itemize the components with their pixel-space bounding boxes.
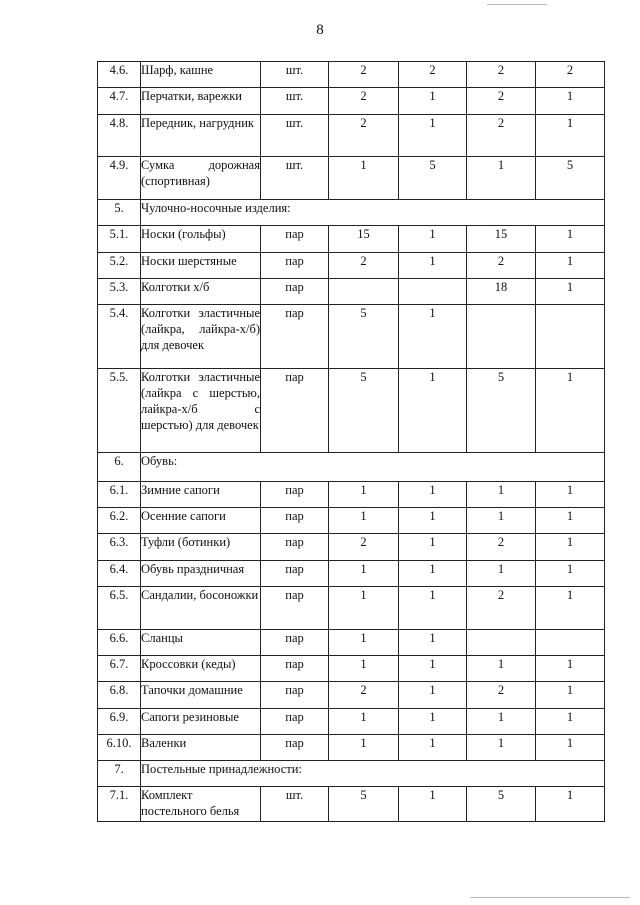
item-number-cell: 6. <box>98 453 141 482</box>
table-row <box>98 305 605 369</box>
item-name-cell: Тапочки домашние <box>141 682 261 709</box>
unit-cell: пар <box>261 630 329 656</box>
quantity-cell-3: 5 <box>467 369 536 453</box>
quantity-cell-4 <box>536 305 605 369</box>
item-name-cell: Сандалии, босоножки <box>141 587 261 630</box>
quantity-cell-3: 18 <box>467 279 536 305</box>
quantity-cell-1 <box>329 279 399 305</box>
quantity-cell-2: 1 <box>399 482 467 508</box>
item-number-cell: 6.10. <box>98 735 141 761</box>
quantity-cell-1: 1 <box>329 656 399 682</box>
quantity-cell-3: 1 <box>467 508 536 534</box>
quantity-cell-3: 1 <box>467 709 536 735</box>
unit-cell: пар <box>261 656 329 682</box>
quantity-cell-1: 2 <box>329 682 399 709</box>
unit-cell: шт. <box>261 787 329 822</box>
quantity-cell-4: 1 <box>536 115 605 157</box>
quantity-cell-2: 1 <box>399 305 467 369</box>
quantity-cell-3: 2 <box>467 115 536 157</box>
quantity-cell-1: 2 <box>329 115 399 157</box>
quantity-cell-4: 1 <box>536 682 605 709</box>
quantity-cell-3: 1 <box>467 482 536 508</box>
quantity-cell-2 <box>399 279 467 305</box>
unit-cell: пар <box>261 253 329 279</box>
unit-cell: пар <box>261 305 329 369</box>
unit-cell: пар <box>261 682 329 709</box>
quantity-cell-3: 2 <box>467 587 536 630</box>
quantity-cell-4: 1 <box>536 587 605 630</box>
item-number-cell: 7.1. <box>98 787 141 822</box>
unit-cell: пар <box>261 279 329 305</box>
item-number-cell: 5.5. <box>98 369 141 453</box>
item-name-cell: Обувь праздничная <box>141 561 261 587</box>
item-name-cell: Валенки <box>141 735 261 761</box>
quantity-cell-4: 1 <box>536 482 605 508</box>
unit-cell: пар <box>261 482 329 508</box>
quantity-cell-1: 1 <box>329 482 399 508</box>
section-row <box>98 453 605 482</box>
item-name-cell: Сланцы <box>141 630 261 656</box>
quantity-cell-4: 1 <box>536 709 605 735</box>
table-row <box>98 735 605 761</box>
quantity-cell-4: 2 <box>536 62 605 88</box>
unit-cell: шт. <box>261 115 329 157</box>
item-name-cell: Зимние сапоги <box>141 482 261 508</box>
quantity-cell-3 <box>467 305 536 369</box>
quantity-cell-3: 1 <box>467 735 536 761</box>
quantity-cell-1: 2 <box>329 88 399 115</box>
item-number-cell: 7. <box>98 761 141 787</box>
table-row <box>98 682 605 709</box>
quantity-cell-4 <box>536 630 605 656</box>
item-name-cell: Колготки эластичные (лайкра, лайкра-х/б) для девочек <box>141 305 261 369</box>
item-name-cell: Сумка дорожная (спортивная) <box>141 157 261 200</box>
unit-cell: шт. <box>261 157 329 200</box>
scan-artifact <box>487 4 547 5</box>
quantity-cell-4: 5 <box>536 157 605 200</box>
item-number-cell: 6.5. <box>98 587 141 630</box>
quantity-cell-2: 1 <box>399 709 467 735</box>
page-number: 8 <box>316 22 324 38</box>
item-number-cell: 5.3. <box>98 279 141 305</box>
table-row <box>98 115 605 157</box>
quantity-cell-4: 1 <box>536 787 605 822</box>
item-name-cell: Сапоги резиновые <box>141 709 261 735</box>
item-number-cell: 5.4. <box>98 305 141 369</box>
table-row <box>98 656 605 682</box>
quantity-cell-1: 1 <box>329 630 399 656</box>
quantity-cell-4: 1 <box>536 226 605 253</box>
unit-cell: пар <box>261 508 329 534</box>
section-title-cell: Чулочно-носочные изделия: <box>141 200 605 226</box>
quantity-cell-4: 1 <box>536 88 605 115</box>
quantity-cell-4: 1 <box>536 369 605 453</box>
item-number-cell: 4.8. <box>98 115 141 157</box>
item-number-cell: 5.2. <box>98 253 141 279</box>
quantity-cell-2: 1 <box>399 682 467 709</box>
item-number-cell: 6.6. <box>98 630 141 656</box>
item-name-cell: Комплект постельного белья <box>141 787 261 822</box>
quantity-cell-2: 1 <box>399 534 467 561</box>
item-name-cell: Носки (гольфы) <box>141 226 261 253</box>
unit-cell: пар <box>261 709 329 735</box>
quantity-cell-4: 1 <box>536 735 605 761</box>
item-number-cell: 6.3. <box>98 534 141 561</box>
quantity-cell-2: 1 <box>399 253 467 279</box>
unit-cell: пар <box>261 561 329 587</box>
item-number-cell: 5.1. <box>98 226 141 253</box>
quantity-cell-4: 1 <box>536 534 605 561</box>
table-row <box>98 787 605 822</box>
item-number-cell: 4.7. <box>98 88 141 115</box>
quantity-cell-3 <box>467 630 536 656</box>
section-title-cell: Обувь: <box>141 453 605 482</box>
section-row <box>98 761 605 787</box>
quantity-cell-1: 1 <box>329 709 399 735</box>
quantity-cell-1: 1 <box>329 561 399 587</box>
quantity-cell-4: 1 <box>536 656 605 682</box>
item-name-cell: Носки шерстяные <box>141 253 261 279</box>
quantity-cell-1: 5 <box>329 369 399 453</box>
quantity-cell-1: 5 <box>329 305 399 369</box>
item-name-cell: Осенние сапоги <box>141 508 261 534</box>
quantity-cell-3: 15 <box>467 226 536 253</box>
quantity-cell-2: 1 <box>399 226 467 253</box>
quantity-cell-3: 1 <box>467 561 536 587</box>
unit-cell: пар <box>261 369 329 453</box>
unit-cell: пар <box>261 587 329 630</box>
item-number-cell: 4.9. <box>98 157 141 200</box>
table-row <box>98 587 605 630</box>
item-name-cell: Туфли (ботинки) <box>141 534 261 561</box>
quantity-cell-1: 1 <box>329 508 399 534</box>
quantity-cell-1: 1 <box>329 735 399 761</box>
quantity-cell-1: 15 <box>329 226 399 253</box>
table-row <box>98 709 605 735</box>
table-row <box>98 534 605 561</box>
quantity-cell-2: 1 <box>399 587 467 630</box>
quantity-cell-2: 5 <box>399 157 467 200</box>
norms-table <box>97 61 605 822</box>
unit-cell: пар <box>261 735 329 761</box>
table-row <box>98 62 605 88</box>
quantity-cell-2: 1 <box>399 561 467 587</box>
quantity-cell-1: 2 <box>329 62 399 88</box>
section-title-cell: Постельные принадлежности: <box>141 761 605 787</box>
quantity-cell-4: 1 <box>536 561 605 587</box>
quantity-cell-1: 2 <box>329 253 399 279</box>
table-row <box>98 482 605 508</box>
quantity-cell-3: 2 <box>467 534 536 561</box>
item-number-cell: 4.6. <box>98 62 141 88</box>
quantity-cell-3: 5 <box>467 787 536 822</box>
quantity-cell-3: 2 <box>467 682 536 709</box>
scan-artifact <box>470 897 630 898</box>
quantity-cell-4: 1 <box>536 508 605 534</box>
table-row <box>98 157 605 200</box>
table-row <box>98 88 605 115</box>
item-name-cell: Кроссовки (кеды) <box>141 656 261 682</box>
item-number-cell: 6.2. <box>98 508 141 534</box>
quantity-cell-2: 1 <box>399 630 467 656</box>
table-row <box>98 253 605 279</box>
unit-cell: пар <box>261 534 329 561</box>
quantity-cell-3: 2 <box>467 62 536 88</box>
table-row <box>98 369 605 453</box>
quantity-cell-1: 1 <box>329 587 399 630</box>
item-number-cell: 6.1. <box>98 482 141 508</box>
item-number-cell: 6.7. <box>98 656 141 682</box>
table-row <box>98 508 605 534</box>
quantity-cell-2: 1 <box>399 115 467 157</box>
quantity-cell-2: 2 <box>399 62 467 88</box>
quantity-cell-2: 1 <box>399 735 467 761</box>
item-number-cell: 6.4. <box>98 561 141 587</box>
table-row <box>98 630 605 656</box>
quantity-cell-2: 1 <box>399 88 467 115</box>
item-name-cell: Шарф, кашне <box>141 62 261 88</box>
table-row <box>98 226 605 253</box>
quantity-cell-4: 1 <box>536 253 605 279</box>
item-name-cell: Колготки х/б <box>141 279 261 305</box>
quantity-cell-2: 1 <box>399 656 467 682</box>
quantity-cell-2: 1 <box>399 787 467 822</box>
quantity-cell-3: 2 <box>467 253 536 279</box>
item-number-cell: 6.9. <box>98 709 141 735</box>
quantity-cell-2: 1 <box>399 369 467 453</box>
quantity-cell-1: 5 <box>329 787 399 822</box>
unit-cell: пар <box>261 226 329 253</box>
table-row <box>98 279 605 305</box>
item-number-cell: 6.8. <box>98 682 141 709</box>
item-name-cell: Передник, нагрудник <box>141 115 261 157</box>
section-row <box>98 200 605 226</box>
unit-cell: шт. <box>261 88 329 115</box>
unit-cell: шт. <box>261 62 329 88</box>
item-number-cell: 5. <box>98 200 141 226</box>
quantity-cell-1: 2 <box>329 534 399 561</box>
quantity-cell-4: 1 <box>536 279 605 305</box>
quantity-cell-1: 1 <box>329 157 399 200</box>
quantity-cell-3: 1 <box>467 656 536 682</box>
item-name-cell: Колготки эластичные (лайкра с шерстью, лайкра-х/б с шерстью) для девочек <box>141 369 261 453</box>
quantity-cell-3: 1 <box>467 157 536 200</box>
quantity-cell-3: 2 <box>467 88 536 115</box>
item-name-cell: Перчатки, варежки <box>141 88 261 115</box>
table-row <box>98 561 605 587</box>
quantity-cell-2: 1 <box>399 508 467 534</box>
